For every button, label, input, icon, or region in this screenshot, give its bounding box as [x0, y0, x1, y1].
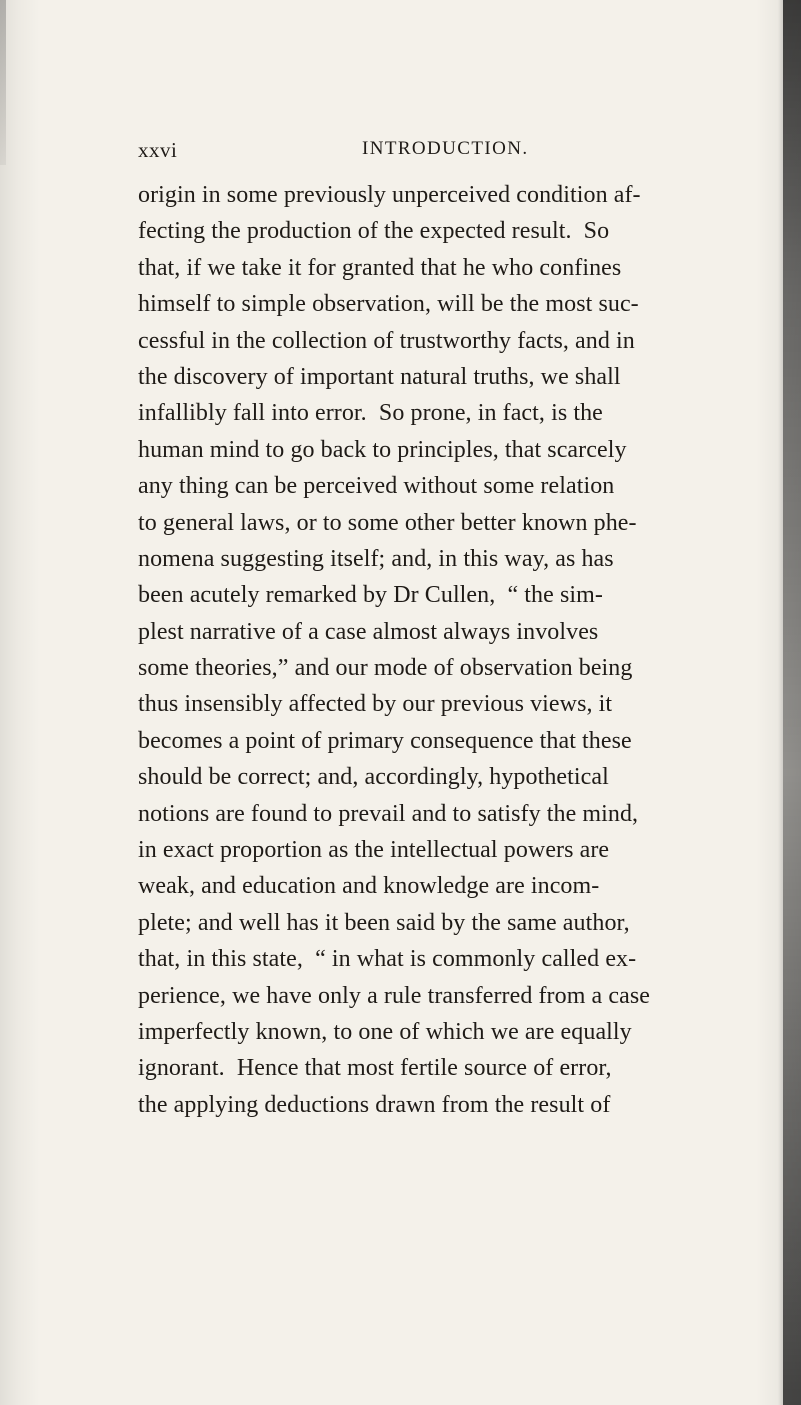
page-header — [138, 138, 658, 172]
text-line-23: perience, we have only a rule transferred from a case — [138, 982, 650, 1009]
text-line-18: notions are found to prevail and to satisfy the mind, — [138, 800, 639, 827]
text-line-2: fecting the production of the expected result. So — [138, 218, 610, 245]
text-line-9: any thing can be perceived without some relation — [138, 473, 615, 500]
text-line-14: some theories,” and our mode of observation being — [138, 655, 633, 682]
text-line-4: himself to simple observation, will be the most suc- — [138, 291, 639, 318]
text-line-5: cessful in the collection of trustworthy facts, and in — [138, 327, 635, 354]
text-line-20: weak, and education and knowledge are incom- — [138, 873, 600, 900]
page-number: xxvi — [138, 138, 178, 162]
book-spine-edge — [783, 0, 801, 1405]
text-line-21: plete; and well has it been said by the same author, — [138, 909, 630, 936]
text-line-1: origin in some previously unperceived condition af- — [138, 182, 641, 208]
body-text — [138, 177, 718, 1123]
text-line-8: human mind to go back to principles, that scarcely — [138, 436, 627, 463]
text-line-12: been acutely remarked by Dr Cullen, “ the sim- — [138, 582, 603, 609]
left-page-edge-shadow — [0, 0, 6, 165]
text-line-10: to general laws, or to some other better known phe- — [138, 509, 637, 536]
text-line-26: the applying deductions drawn from the result of — [138, 1091, 611, 1118]
text-line-7: infallibly fall into error. So prone, in fact, is the — [138, 400, 603, 427]
text-line-3: that, if we take it for granted that he who confines — [138, 254, 622, 281]
text-line-17: should be correct; and, accordingly, hypothetical — [138, 764, 609, 791]
text-line-16: becomes a point of primary consequence that these — [138, 727, 632, 754]
text-line-13: plest narrative of a case almost always involves — [138, 618, 599, 645]
running-head: INTRODUCTION. — [362, 138, 529, 159]
text-line-19: in exact proportion as the intellectual powers are — [138, 837, 610, 864]
text-line-25: ignorant. Hence that most fertile source of error, — [138, 1055, 612, 1082]
text-line-6: the discovery of important natural truths, we shall — [138, 363, 621, 390]
text-line-11: nomena suggesting itself; and, in this way, as has — [138, 545, 614, 572]
text-line-22: that, in this state, “ in what is commonly called ex- — [138, 946, 637, 973]
text-line-15: thus insensibly affected by our previous views, it — [138, 691, 613, 718]
text-line-24: imperfectly known, to one of which we are equally — [138, 1018, 632, 1045]
